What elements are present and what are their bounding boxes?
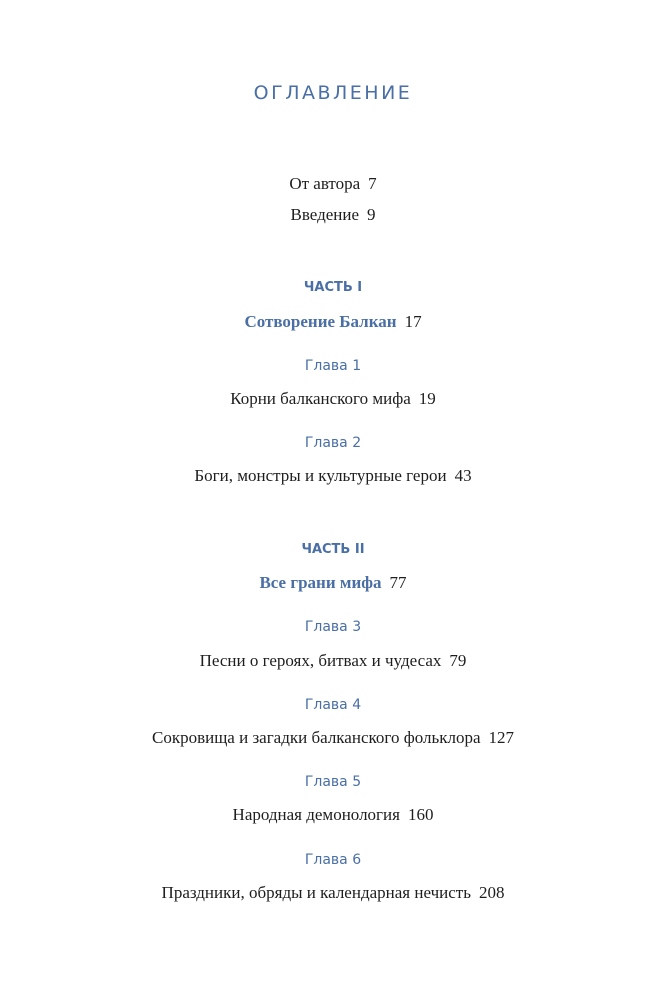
entry-page-number: 7 [368,174,377,193]
entry-title: Сокровища и загадки балканского фольклора [151,728,481,747]
chapter-4-entry[interactable] [0,729,666,746]
entry-page-number: 208 [478,883,505,902]
part-2-label: ЧАСТЬ II [301,542,365,557]
chapter-2-label: Глава 2 [304,435,362,451]
chapter-3-entry[interactable] [0,652,666,669]
chapter-3-label: Глава 3 [304,619,362,635]
entry-title: Народная демонология [232,805,400,824]
entry-title: От автора [289,174,361,193]
part-1-title[interactable] [0,313,666,330]
part-1-label: ЧАСТЬ I [303,280,363,295]
chapter-1-label: Глава 1 [304,358,362,374]
part-page-number: 17 [404,312,422,331]
entry-title: Корни балканского мифа [230,389,411,408]
chapter-4-label: Глава 4 [304,697,362,713]
entry-title: Песни о героях, битвах и чудесах [199,651,442,670]
entry-title: Введение [290,205,360,224]
entry-title: Праздники, обряды и календарная нечисть [161,883,471,902]
chapter-5-label: Глава 5 [304,774,362,790]
entry-page-number: 127 [488,728,515,747]
toc-entry-author[interactable] [0,175,666,192]
part-title-text: Все грани мифа [259,573,382,592]
entry-page-number: 43 [454,466,472,485]
part-title-text: Сотворение Балкан [244,312,397,331]
entry-page-number: 9 [367,205,376,224]
toc-entry-introduction[interactable] [0,206,666,223]
chapter-2-entry[interactable] [0,467,666,484]
chapter-1-entry[interactable] [0,390,666,407]
toc-title: ОГЛАВЛЕНИЕ [253,82,413,104]
chapter-6-label: Глава 6 [304,852,362,868]
entry-page-number: 19 [418,389,436,408]
part-2-title[interactable] [0,574,666,591]
part-page-number: 77 [389,573,407,592]
entry-title: Боги, монстры и культурные герои [194,466,447,485]
entry-page-number: 79 [449,651,467,670]
chapter-5-entry[interactable] [0,806,666,823]
chapter-6-entry[interactable] [0,884,666,901]
entry-page-number: 160 [407,805,434,824]
